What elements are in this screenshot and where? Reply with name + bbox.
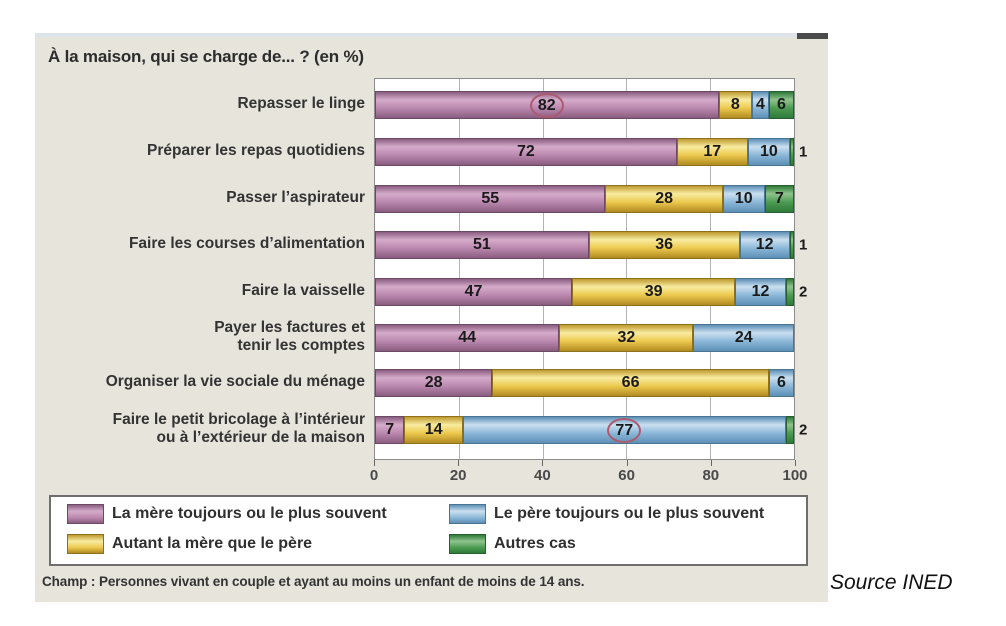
legend-item-autres	[449, 534, 576, 554]
value-label: 17	[703, 143, 722, 160]
bar-row	[375, 369, 794, 397]
legend-swatch-mere	[67, 504, 104, 524]
value-label: 10	[734, 190, 753, 207]
tick-mark	[374, 460, 375, 466]
bar-row	[375, 185, 794, 213]
plot-area	[374, 78, 808, 460]
value-label-outside: 2	[799, 283, 808, 301]
tick-mark	[711, 460, 712, 466]
bar-segment-pere	[463, 416, 786, 444]
bar-segment-autres	[765, 185, 794, 213]
bar-row	[375, 91, 794, 119]
tick-mark	[542, 460, 543, 466]
category-label: Faire les courses d’alimentation	[128, 235, 365, 253]
bar-segment-autant	[677, 138, 748, 166]
category-label: Organiser la vie sociale du ménage	[105, 373, 365, 391]
legend-label: Autres cas	[494, 535, 576, 552]
legend-box	[49, 495, 808, 566]
bar-segment-autres	[786, 416, 794, 444]
value-label: 66	[621, 374, 640, 391]
value-label: 44	[458, 329, 477, 346]
bar-segment-autant	[589, 231, 740, 259]
bar-segment-pere	[740, 231, 790, 259]
bar-segment-pere	[693, 324, 794, 352]
bar-segment-pere	[723, 185, 765, 213]
legend-label: Le père toujours ou le plus souvent	[494, 505, 765, 522]
bar-segment-autant	[559, 324, 693, 352]
gridline-20	[459, 79, 460, 459]
legend-swatch-pere	[449, 504, 486, 524]
legend-item-mere	[67, 504, 387, 524]
bar-segment-autres	[786, 278, 794, 306]
tick-label-80: 80	[702, 467, 720, 484]
value-label: 7	[385, 421, 395, 438]
tick-label-40: 40	[534, 467, 551, 484]
bar-segment-mere	[375, 231, 589, 259]
bar-segment-autres	[790, 231, 794, 259]
tick-mark	[627, 460, 628, 466]
bar-segment-autant	[605, 185, 722, 213]
value-label: 51	[472, 236, 491, 253]
value-label: 8	[730, 96, 740, 113]
value-label: 12	[755, 236, 774, 253]
value-label: 24	[734, 329, 753, 346]
source-credit: Source INED	[830, 571, 953, 594]
value-label-circled: 77	[607, 418, 641, 443]
tick-mark	[458, 460, 459, 466]
value-label: 36	[655, 236, 673, 253]
bar-row	[375, 416, 808, 444]
value-label: 7	[774, 190, 784, 207]
bar-row	[375, 278, 808, 306]
legend-label: La mère toujours ou le plus souvent	[112, 505, 387, 522]
bar-row	[375, 324, 794, 352]
bar-segment-autant	[492, 369, 769, 397]
value-label: 28	[655, 190, 673, 207]
bar-segment-mere	[375, 369, 492, 397]
legend-item-pere	[449, 504, 764, 524]
bar-segment-mere	[375, 91, 719, 119]
footnote: Champ : Personnes vivant en couple et ayant au moins un enfant de moins de 14 ans.	[42, 574, 585, 589]
legend-swatch-autres	[449, 534, 486, 554]
panel-top-strip	[35, 33, 828, 37]
bar-row	[375, 138, 808, 166]
bar-segment-autant	[572, 278, 735, 306]
tick-label-60: 60	[618, 467, 635, 484]
chart-title: À la maison, qui se charge de... ? (en %)	[48, 47, 364, 66]
legend-item-autant	[67, 534, 312, 554]
value-label: 32	[617, 329, 636, 346]
value-label: 14	[424, 421, 443, 438]
category-label: Faire la vaisselle	[241, 282, 365, 300]
bar-segment-mere	[375, 278, 572, 306]
value-label: 72	[516, 143, 535, 160]
gridline-40	[543, 79, 544, 459]
value-label: 47	[464, 283, 483, 300]
bar-segment-mere	[375, 324, 559, 352]
tick-label-20: 20	[449, 467, 467, 484]
tick-label-100: 100	[782, 467, 808, 484]
value-label-circled: 82	[530, 93, 564, 118]
category-label: Préparer les repas quotidiens	[147, 142, 365, 160]
legend-swatch-autant	[67, 534, 104, 554]
value-label: 28	[424, 374, 443, 391]
tick-label-0: 0	[369, 467, 379, 484]
bar-segment-autres	[790, 138, 794, 166]
chart-panel	[35, 33, 828, 602]
bar-segment-mere	[375, 185, 605, 213]
gridline-60	[626, 79, 627, 459]
bar-segment-autant	[719, 91, 753, 119]
value-label: 6	[776, 374, 786, 391]
panel-corner-strip	[797, 33, 828, 39]
value-label-outside: 2	[799, 421, 808, 439]
bar-segment-mere	[375, 416, 404, 444]
value-label-outside: 1	[799, 236, 808, 254]
bar-segment-mere	[375, 138, 677, 166]
x-axis	[369, 460, 808, 484]
category-label: Repasser le linge	[237, 95, 365, 113]
bar-segment-pere	[752, 91, 769, 119]
bar-segment-pere	[748, 138, 790, 166]
bar-segment-autres	[769, 91, 794, 119]
value-label-outside: 1	[799, 143, 808, 161]
bar-segment-autant	[404, 416, 463, 444]
category-label: Payer les factures et tenir les comptes	[214, 319, 365, 354]
bar-segment-pere	[769, 369, 794, 397]
value-label: 12	[751, 283, 770, 300]
value-label: 39	[644, 283, 663, 300]
value-label: 4	[756, 96, 765, 113]
value-label: 10	[759, 143, 778, 160]
bar-row	[375, 231, 808, 259]
legend-label: Autant la mère que le père	[112, 535, 313, 552]
gridline-80	[710, 79, 711, 459]
value-label: 55	[481, 190, 500, 207]
value-label: 6	[776, 96, 786, 113]
tick-mark	[795, 460, 796, 466]
category-label: Passer l’aspirateur	[226, 189, 365, 207]
bar-segment-pere	[735, 278, 785, 306]
category-label: Faire le petit bricolage à l’intérieur ou à l’extérieur de la maison	[112, 411, 365, 446]
